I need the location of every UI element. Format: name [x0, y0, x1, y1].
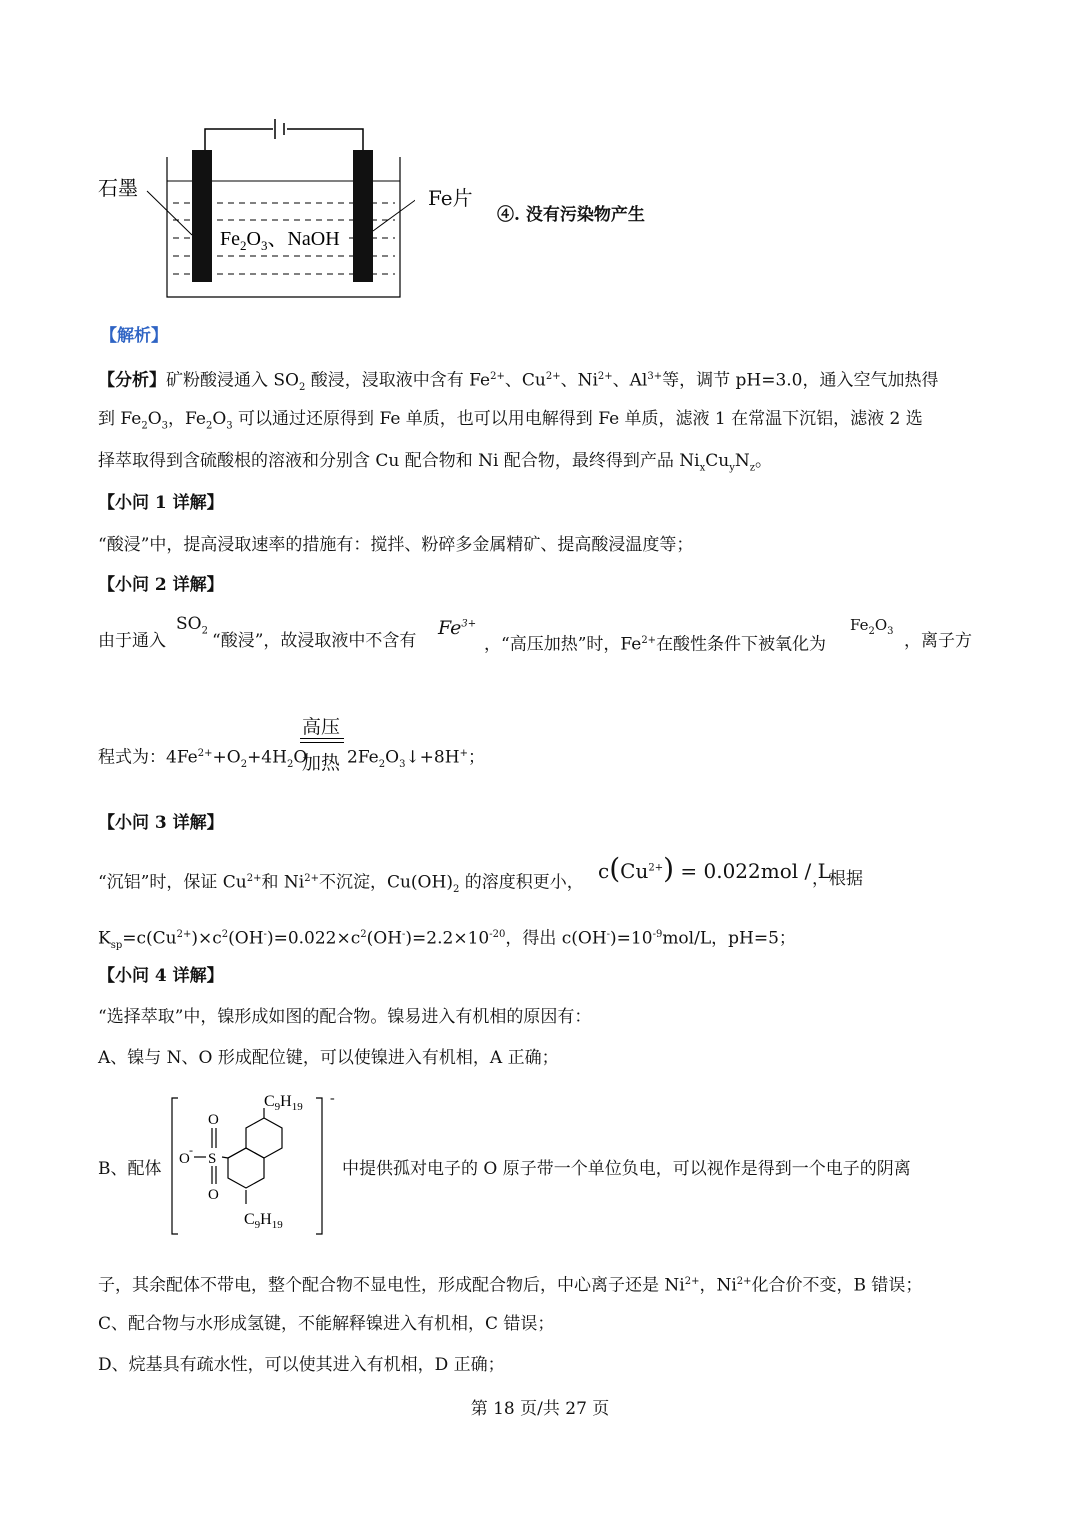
q4-option-c: C、配合物与水形成氢键，不能解释镍进入有机相，C 错误；: [98, 1314, 555, 1334]
q2-eq-condition-top: 高压: [302, 716, 341, 738]
ligand-structure: [168, 1088, 348, 1240]
svg-text:-: -: [189, 1143, 193, 1157]
q2-fe2o3: $Fe_2O_3$: [850, 616, 894, 637]
q4-option-b-cont: 子，其余配体不带电，整个配合物不显电性，形成配合物后，中心离子还是 $Ni^{2+}$，$Ni^{2+}$化合价不变，B 错误；: [98, 1275, 923, 1296]
q2-line-1b: “酸浸”，故浸取液中不含有: [212, 631, 417, 651]
q2-line-1d: ，离子方: [904, 631, 972, 651]
q3-line-1: “沉铝”时，保证 $Cu^{2+}$和 $Ni^{2+}$不沉淀，$Cu(OH)_2$ 的溶度积更小，: [98, 872, 584, 896]
q2-eq-double-line: [300, 738, 344, 743]
q3-ksp-line: $K_{sp}=c(Cu^{2+})\times c^2(OH^-)=0.022\times c^2(OH^-)=2.2\times 10^{-20}$，得出 $c(OH^-)=10^{-9}mol/L$，pH=5；: [98, 928, 796, 952]
q3-formula: $c(Cu^{2+}) = 0.022mol / L$: [598, 852, 831, 885]
electrolysis-diagram: [95, 105, 415, 305]
svg-text:C9H19: $C_9H_{19}$: [244, 1211, 283, 1231]
fe-electrode: [353, 150, 373, 282]
svg-text:C9H19: $C_9H_{19}$: [264, 1093, 303, 1113]
svg-text:石墨: 石墨: [98, 178, 138, 200]
q4-intro: “选择萃取”中，镍形成如图的配合物。镍易进入有机相的原因有：: [98, 1007, 592, 1027]
analysis-line-2: 到 $Fe_2O_3$，$Fe_2O_3$ 可以通过还原得到 Fe 单质，也可以用电解得到 Fe 单质，滤液 1 在常温下沉铝，滤液 2 选: [98, 409, 923, 432]
svg-text:-: -: [330, 1091, 335, 1106]
svg-text:O: O: [179, 1151, 190, 1167]
q2-line-1: 由于通入: [98, 631, 166, 651]
q4-option-a: A、镍与 N、O 形成配位键，可以使镍进入有机相，A 正确；: [98, 1048, 559, 1068]
q4-option-b-suffix: 中提供孤对电子的 O 原子带一个单位负电，可以视作是得到一个电子的阴离: [342, 1159, 911, 1179]
q2-equation: 程式为：$4Fe^{2+}+O_2+4H_2O$: [98, 747, 308, 771]
diagram-fe-label: Fe片: [428, 186, 473, 210]
svg-text:O: O: [208, 1187, 219, 1203]
q3-heading: 【小问 3 详解】: [98, 813, 224, 833]
analysis-line-3: 择萃取得到含硫酸根的溶液和分别含 Cu 配合物和 Ni 配合物，最终得到产品 $Ni_xCu_yN_z$。: [98, 451, 773, 474]
q2-heading: 【小问 2 详解】: [98, 575, 224, 595]
analysis-heading: 【解析】: [100, 326, 168, 346]
svg-text:S: S: [208, 1151, 217, 1167]
graphite-electrode: [192, 150, 212, 282]
q2-equation-right: $2Fe_2O_3↓+8H^+$；: [347, 747, 485, 771]
q2-eq-condition-bottom: 加热: [302, 752, 341, 774]
q4-option-b-prefix: B、配体: [98, 1159, 162, 1179]
q1-text: “酸浸”中，提高浸取速率的措施有：搅拌、粉碎多金属精矿、提高酸浸温度等；: [98, 535, 694, 555]
q2-fe3: $Fe^{3+}$: [438, 617, 477, 639]
q4-heading: 【小问 4 详解】: [98, 966, 224, 986]
answer-4: ④. 没有污染物产生: [497, 205, 645, 225]
analysis-line-1: 【分析】矿粉酸浸通入 $SO_2$ 酸浸，浸取液中含有 $Fe^{2+}$、$Cu^{2+}$、$Ni^{2+}$、$Al^{3+}$等，调节 pH=3.0，通入空气加热得: [98, 370, 939, 394]
q2-so2: $SO_2$: [176, 614, 208, 637]
q3-line-1b: ，根据: [812, 869, 863, 889]
svg-text:Fe2O3、NaOH: $Fe_2O_3$、NaOH: [220, 228, 340, 253]
svg-text:O: O: [208, 1112, 219, 1128]
page-footer: 第 18 页/共 27 页: [470, 1399, 610, 1419]
q2-line-1c: ，“高压加热”时，$Fe^{2+}$在酸性条件下被氧化为: [484, 634, 827, 655]
q4-option-d: D、烷基具有疏水性，可以使其进入有机相，D 正确；: [98, 1355, 505, 1375]
q1-heading: 【小问 1 详解】: [98, 493, 224, 513]
